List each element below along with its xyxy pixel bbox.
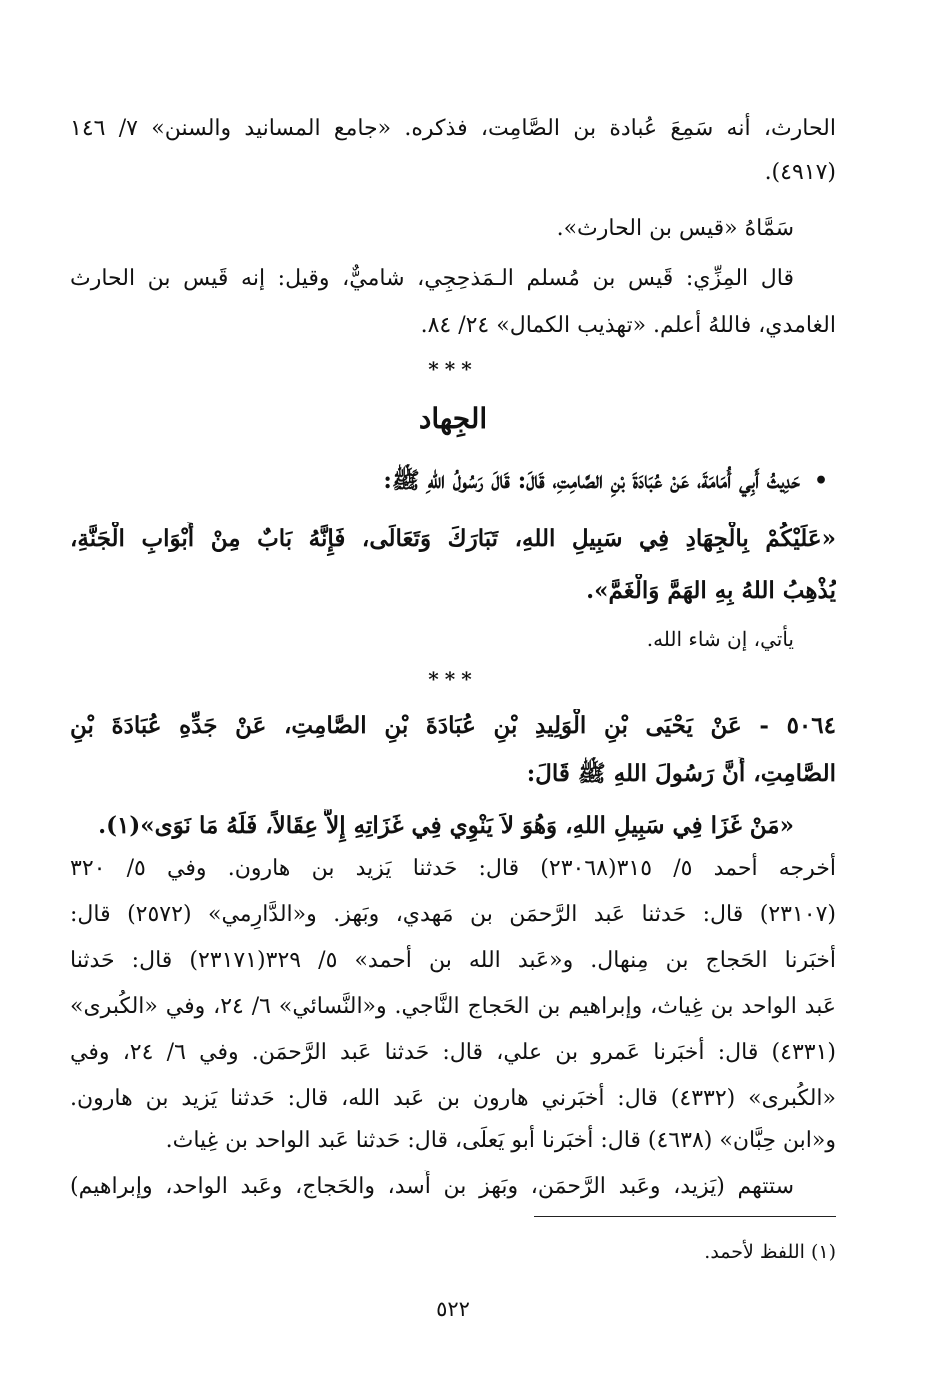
- text-line: سَمَّاهُ «قيس بن الحارث».: [556, 216, 794, 241]
- takhrij-line: عَبد الواحد بن غِياث، وإبراهيم بن الحَجاج النَّاجي. و«النَّسائي» ٦/ ٢٤، وفي «الكُبرى»: [70, 994, 836, 1019]
- footnote: (١) اللفظ لأحمد.: [704, 1241, 836, 1263]
- hadith-intro-line: [70, 464, 836, 498]
- separator-stars: ***: [428, 357, 478, 381]
- hadith-text-line: ٥٠٦٤ - عَنْ يَحْيَى بْنِ الْوَلِيدِ بْنِ عُبَادَةَ بْنِ الصَّامِتِ، عَنْ جَدِّهِ عُبَادَةَ بْنِ: [70, 712, 836, 739]
- takhrij-line: «الكُبرى» (٤٣٣٢) قال: أخبَرني هارون بن عَبد الله، قال: حَدثنا يَزيد بن هارون.: [70, 1086, 836, 1111]
- text-line: الحارث، أنه سَمِعَ عُبادة بن الصَّامِت، فذكره. «جامع المسانيد والسنن» ٧/ ١٤٦: [70, 116, 836, 141]
- takhrij-line: أخرجه أحمد ٥/ ٣١٥(٢٣٠٦٨) قال: حَدثنا يَزيد بن هارون. وفي ٥/ ٣٢٠: [70, 856, 836, 881]
- note-line: يأتي، إن شاء الله.: [646, 627, 794, 651]
- hadith-text-line: الصَّامِتِ، أَنَّ رَسُولَ اللهِ ﷺ قَالَ:: [526, 760, 836, 787]
- hadith-text: حَدِيثُ أَبِي أُمَامَةَ، عَنْ عُبَادَةَ بْنِ الصَّامِتِ، قَالَ: قَالَ رَسُولُ اللهِ ﷺ:: [383, 467, 800, 494]
- takhrij-line: و«ابن حِبَّان» (٤٦٣٨) قال: أخبَرنا أبو يَعلَى، قال: حَدثنا عَبد الواحد بن غِياث.: [165, 1128, 836, 1153]
- bullet-icon: •: [813, 468, 828, 494]
- hadith-text-line: «مَنْ غَزَا فِي سَبِيلِ اللهِ، وَهُوَ لاَ يَنْوِي فِي غَزَاتِهِ إِلاَّ عِقَالاً، فَلَهُ مَا نَوَى»(١).: [98, 812, 794, 839]
- section-heading: الجِهاد: [418, 402, 488, 435]
- page-number: ٥٢٢: [436, 1297, 470, 1321]
- hadith-text-line: «عَلَيْكُمْ بِالْجِهَادِ فِي سَبِيلِ اللهِ، تَبَارَكَ وَتَعَالَى، فَإِنَّهُ بَابٌ مِنْ أَبْوَابِ الْجَنَّةِ،: [70, 525, 836, 552]
- text-line: قال المِزِّي: قَيس بن مُسلم الـمَذحِجِي، شاميٌّ، وقيل: إنه قَيس بن الحارث: [70, 266, 794, 291]
- takhrij-line: (٢٣١٠٧) قال: حَدثنا عَبد الرَّحمَن بن مَهدي، وبَهز. و«الدَّارِمي» (٢٥٧٢) قال:: [70, 902, 836, 927]
- separator-stars: ***: [428, 667, 478, 691]
- text-line: (٤٩١٧).: [764, 160, 836, 185]
- takhrij-line: أخبَرنا الحَجاج بن مِنهال. و«عَبد الله بن أحمد» ٥/ ٣٢٩(٢٣١٧١) قال: حَدثنا: [70, 948, 836, 973]
- takhrij-line: (٤٣٣١) قال: أخبَرنا عَمرو بن علي، قال: حَدثنا عَبد الرَّحمَن. وفي ٦/ ٢٤، وفي: [70, 1040, 836, 1065]
- footnote-divider: [534, 1216, 836, 1217]
- text-line: الغامدي، فاللهُ أعلم. «تهذيب الكمال» ٢٤/ ٨٤.: [420, 313, 836, 338]
- hadith-text-line: يُذْهِبُ اللهُ بِهِ الهَمَّ وَالْغَمَّ».: [586, 577, 836, 604]
- takhrij-line: ستتهم (يَزيد، وعَبد الرَّحمَن، وبَهز بن أَسد، والحَجاج، وعَبد الواحد، وإبراهيم): [70, 1174, 794, 1199]
